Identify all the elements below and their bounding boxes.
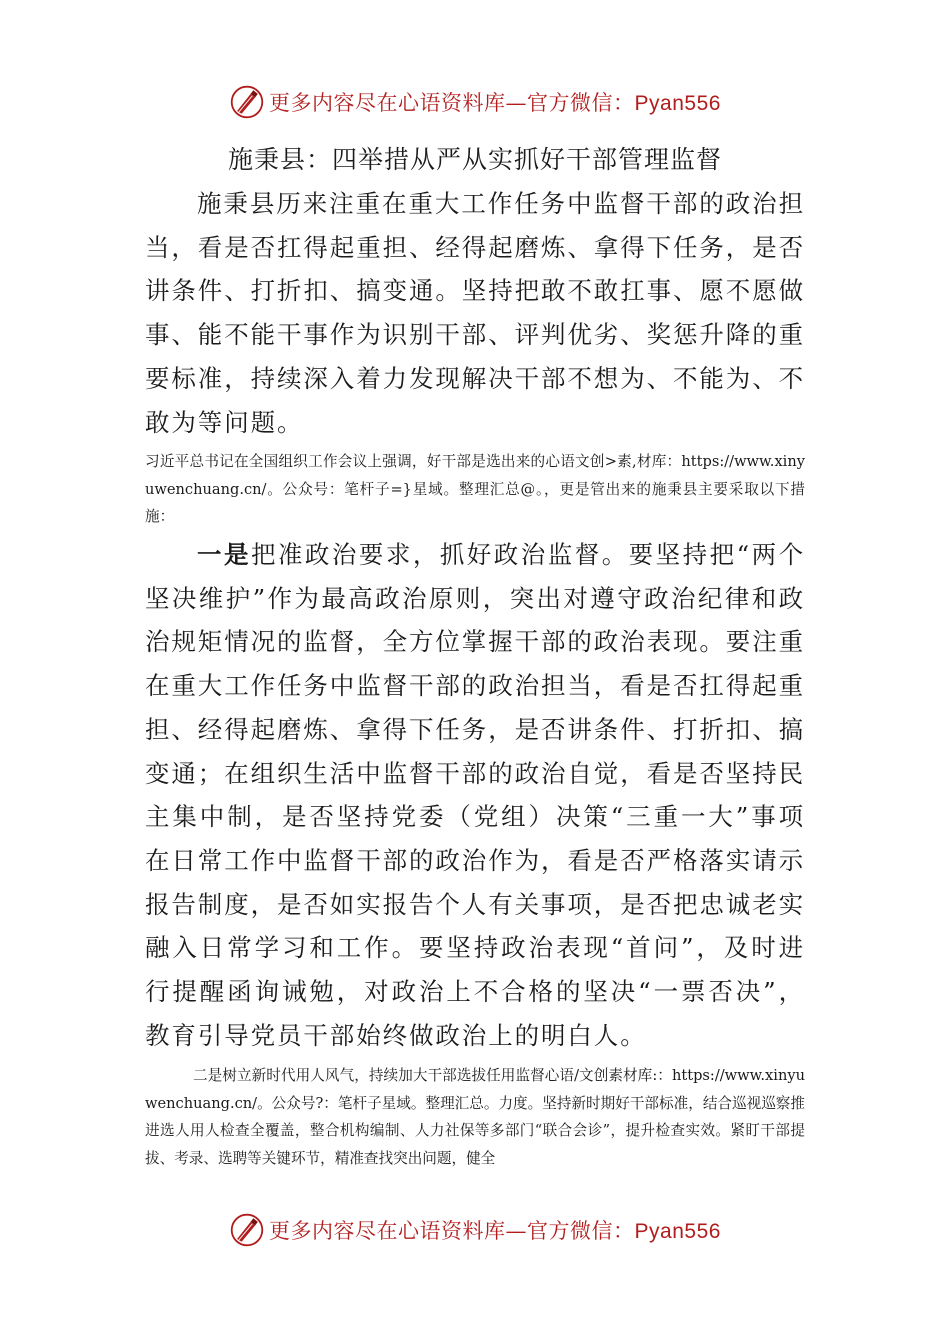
banner-text	[269, 1215, 721, 1245]
banner-slogan: 更多内容尽在心语资料库—官方微信：	[269, 1219, 635, 1243]
pen-nib-logo-icon	[229, 84, 265, 120]
paragraph-measure-one-body: 把准政治要求，抓好政治监督。要坚持把“两个坚决维护”作为最高政治原则，突出对遵守政治纪律和政治规矩情况的监督，全方位掌握干部的政治表现。要注重在重大工作任务中监督干部的政治担当，看是否扛得起重担、经得起磨炼、拿得下任务，是否讲条件、打折扣、搞变通；在组织生活中监督干部的政治自觉，看是否坚持民主集中制，是否坚持党委（党组）决策“三重一大”事项在日常工作中监督干部的政治作为，看是否严格落实请示报告制度，是否如实报告个人有关事项，是否把忠诚老实融入日常学习和工作。要坚持政治表现“首问”，及时进行提醒函询诫勉，对政治上不合格的坚决“一票否决”，教育引导党员干部始终做政治上的明白人。	[145, 540, 805, 1050]
paragraph-measure-two: 二是树立新时代用人风气，持续加大干部选拔任用监督心语/文创素材库:：https://www.xinyuwenchuang.cn/。公众号?：笔杆子星域。整理汇总。力度。坚持新时期好干部标准，结合巡视巡察推进选人用人检查全覆盖，整合机构编制、人力社保等多部门“联合会诊”，提升检查实效。紧盯干部提拔、考录、选聘等关键环节，精准查找突出问题，健全	[145, 1067, 805, 1167]
footer-banner	[0, 1208, 950, 1252]
banner-text	[269, 87, 721, 117]
header-banner	[0, 80, 950, 124]
document-title: 施秉县：四举措从严从实抓好干部管理监督	[227, 145, 722, 174]
paragraph-measure-one	[145, 533, 805, 1057]
paragraph-intro: 施秉县历来注重在重大工作任务中监督干部的政治担当，看是否扛得起重担、经得起磨炼、拿得下任务，是否讲条件、打折扣、搞变通。坚持把敢不敢扛事、愿不愿做事、能不能干事作为识别干部、评判优劣、奖惩升降的重要标准，持续深入着力发现解决干部不想为、不能为、不敢为等问题。	[145, 189, 805, 437]
banner-account: Pyan556	[634, 1220, 721, 1243]
pen-nib-logo-icon	[229, 1212, 265, 1248]
banner-account: Pyan556	[634, 92, 721, 115]
paragraph-measure-one-lead: 一是	[197, 540, 251, 569]
paragraph-quote: 习近平总书记在全国组织工作会议上强调，好干部是选出来的心语文创>素,材库：https://www.xinyuwenchuang.cn/。公众号：笔杆子=}星域。整理汇总@。，更是管出来的施秉县主要采取以下措施：	[145, 453, 805, 525]
banner-slogan: 更多内容尽在心语资料库—官方微信：	[269, 91, 635, 115]
